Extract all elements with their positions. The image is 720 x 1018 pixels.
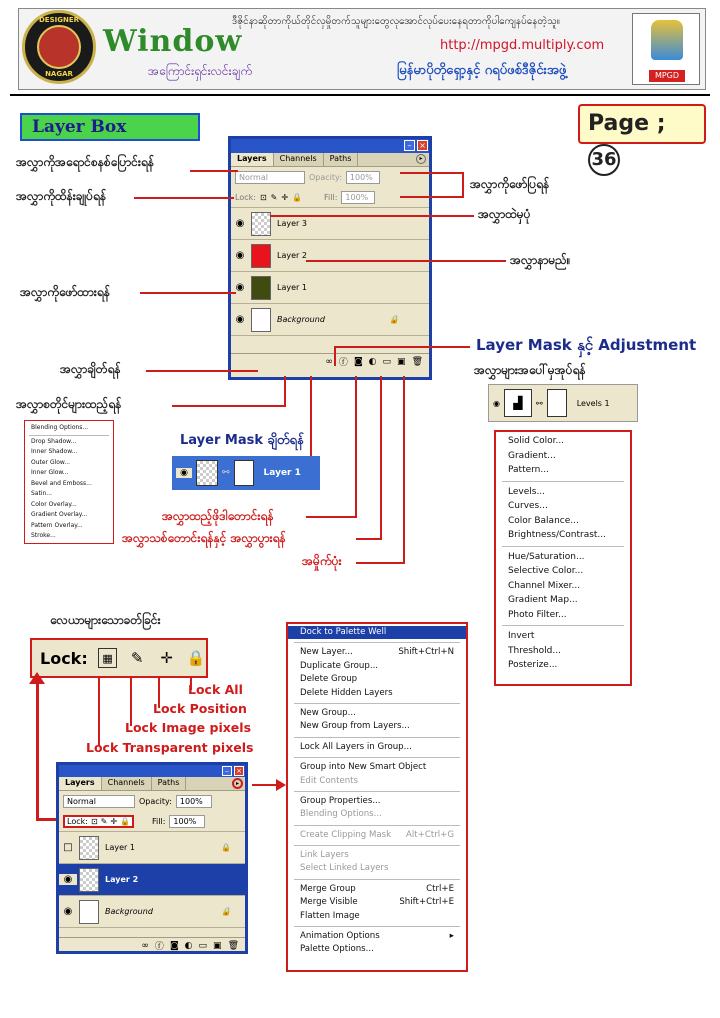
blend-row — [231, 167, 429, 187]
menu-item-label: Duplicate Group... — [300, 660, 379, 671]
chain-icon: ⚯ — [222, 468, 230, 478]
padlock-icon[interactable]: 🔒 — [186, 649, 206, 667]
lock-icon: 🔒 — [221, 843, 231, 852]
callout-layer-name: အလွှာနာမည်။ — [510, 253, 571, 267]
layer-name: Levels 1 — [576, 398, 610, 408]
mask-title: Layer Mask ချိတ်ရန် — [180, 433, 304, 448]
layer-name: Layer 2 — [277, 251, 307, 260]
adjustment-menu-item[interactable]: Brightness/Contrast... — [508, 530, 607, 540]
levels-layer-row[interactable] — [488, 384, 638, 422]
lock-transparent-icon[interactable]: ⊡ — [259, 192, 267, 202]
move-icon[interactable]: ✛ — [160, 649, 173, 667]
mpgd-logo — [632, 13, 700, 85]
tab-paths[interactable]: Paths — [152, 777, 187, 790]
blend-mode-select[interactable]: Normal — [63, 795, 135, 808]
lock-section-title: လေယာများသောခတ်ခြင်း — [50, 613, 161, 627]
brush-icon[interactable]: ✎ — [100, 816, 108, 826]
tab-paths[interactable]: Paths — [324, 153, 359, 166]
menu-item-label: New Group... — [300, 707, 356, 718]
visibility-eye-icon[interactable]: ◉ — [176, 468, 192, 478]
style-menu-item[interactable]: Gradient Overlay... — [31, 511, 88, 518]
mask-thumbnail — [234, 460, 254, 486]
arrow-up-icon — [29, 672, 45, 684]
adjustment-menu-item[interactable]: Color Balance... — [508, 515, 579, 526]
visibility-eye-icon[interactable]: ◉ — [235, 250, 245, 261]
layer-row[interactable] — [59, 895, 245, 927]
adjustment-menu-item[interactable]: Gradient Map... — [508, 595, 578, 605]
menu-item-label: Group into New Smart Object — [300, 762, 427, 773]
palette-menu-icon[interactable]: ▸ — [416, 154, 426, 164]
palette-menu-item[interactable] — [288, 795, 466, 808]
link-icon[interactable]: ∞ — [325, 356, 333, 367]
menu-separator — [502, 546, 624, 547]
menu-item-label: Flatten Image — [300, 910, 360, 921]
menu-separator — [294, 642, 460, 643]
opacity-field[interactable]: 100% — [176, 795, 212, 808]
menu-item-label: Blending Options... — [300, 809, 382, 820]
menu-item-label: New Group from Layers... — [300, 721, 410, 732]
layer-row-selected[interactable] — [59, 863, 245, 895]
lock-row — [59, 811, 245, 831]
lock-icon: 🔒 — [389, 315, 399, 324]
lock-label: Lock: — [67, 816, 88, 826]
palette-menu-item[interactable] — [288, 943, 466, 956]
menu-item-label: Delete Hidden Layers — [300, 687, 393, 698]
style-menu-item[interactable]: Stroke... — [31, 532, 56, 539]
opacity-label: Opacity: — [309, 172, 342, 182]
menu-item-label: Group Properties... — [300, 795, 381, 806]
layer-thumbnail — [251, 276, 271, 300]
menu-item-label: Animation Options — [300, 931, 380, 942]
style-menu-item[interactable]: Inner Glow... — [31, 469, 69, 476]
palette-menu-item[interactable] — [288, 720, 466, 733]
tab-layers[interactable]: Layers — [231, 153, 274, 166]
levels-histogram-icon: ▟ — [504, 389, 532, 417]
adjustment-menu-item[interactable]: Channel Mixer... — [508, 580, 581, 591]
palette-options-menu — [286, 622, 468, 972]
adjustment-subtitle: အလွှာများအပေါ်မှအုပ်ရန် — [474, 363, 586, 377]
palette-menu-item[interactable] — [288, 896, 466, 909]
lock-all-icon[interactable]: 🔒 — [292, 192, 303, 202]
page-number: 36 — [588, 144, 620, 176]
style-menu-item[interactable]: Inner Shadow... — [31, 448, 78, 455]
close-icon[interactable]: × — [417, 140, 428, 151]
designer-logo — [22, 10, 96, 84]
blend-row — [59, 791, 245, 811]
page-subtitle: အကြောင်းရှင်းလင်းချက် — [148, 64, 253, 78]
opacity-field[interactable]: 100% — [346, 171, 380, 184]
blend-mode-select[interactable]: Normal — [235, 171, 305, 184]
trash-icon[interactable]: 🗑 — [227, 940, 239, 951]
layer-row[interactable] — [231, 303, 429, 335]
menu-item-shortcut: Shift+Ctrl+N — [398, 647, 454, 658]
menu-item-label: Link Layers — [300, 850, 349, 861]
palette-menu-item[interactable] — [288, 883, 466, 896]
menu-item-label: Delete Group — [300, 674, 358, 685]
layer-thumbnail — [251, 308, 271, 332]
menu-separator — [294, 845, 460, 846]
adjustment-icon[interactable]: ◐ — [184, 940, 193, 951]
callout-thumbnail: အလွှာထဲမှပုံ — [478, 207, 531, 221]
layer-name: Layer 3 — [277, 219, 307, 228]
palette-menu-item[interactable] — [288, 707, 466, 720]
link-icon[interactable]: ∞ — [141, 940, 149, 951]
menu-item-label: Merge Visible — [300, 897, 358, 908]
minimize-icon[interactable]: – — [222, 766, 232, 776]
palette-menu-item[interactable] — [288, 741, 466, 754]
palette-menu-item[interactable] — [288, 673, 466, 686]
opacity-label: Opacity: — [139, 796, 172, 806]
page-label: Page ; — [588, 111, 666, 136]
visibility-eye-icon[interactable]: ◉ — [59, 874, 77, 885]
menu-separator — [294, 737, 460, 738]
close-icon[interactable]: × — [234, 766, 244, 776]
adjustment-menu-item[interactable]: Selective Color... — [508, 566, 584, 576]
page-number-box — [578, 104, 706, 170]
lock-image-label: Lock Image pixels — [125, 720, 252, 735]
menu-item-shortcut: Ctrl+E — [426, 883, 454, 894]
folder-icon[interactable]: ▭ — [198, 940, 208, 951]
visibility-eye-icon[interactable]: ◉ — [63, 906, 73, 917]
menu-separator — [502, 625, 624, 626]
move-icon[interactable]: ✛ — [110, 816, 118, 826]
adjustment-menu-item[interactable]: Solid Color... — [508, 436, 565, 446]
fill-field[interactable]: 100% — [341, 191, 375, 204]
palette-menu-item[interactable] — [288, 646, 466, 659]
adjustment-menu-item[interactable]: Hue/Saturation... — [508, 551, 585, 562]
style-menu-item[interactable]: Outer Glow... — [31, 458, 71, 466]
menu-separator — [294, 926, 460, 927]
mask-thumbnail — [547, 389, 567, 417]
layer-name: Background — [277, 315, 325, 324]
style-menu-item[interactable]: Satin... — [31, 490, 53, 497]
layer-row[interactable] — [231, 207, 429, 239]
adjustment-menu-item[interactable]: Gradient... — [508, 450, 556, 461]
layer-thumbnail — [79, 868, 99, 892]
layer-thumbnail — [251, 244, 271, 268]
menu-separator — [294, 825, 460, 826]
lock-transparent-icon[interactable]: ▦ — [98, 648, 118, 668]
fill-label: Fill: — [324, 192, 338, 202]
minimize-icon[interactable]: – — [404, 140, 415, 151]
visibility-eye-icon[interactable]: ◉ — [235, 218, 245, 229]
layer-thumbnail — [79, 900, 99, 924]
lock-transparent-icon[interactable]: ⊡ — [90, 816, 98, 826]
menu-item-label: Select Linked Layers — [300, 863, 389, 874]
menu-separator — [294, 791, 460, 792]
panel-titlebar — [59, 765, 245, 777]
callout-blend: အလွှာကိုအရောင်စနစ်ပြောင်းရန် — [16, 155, 155, 169]
callout-style: အလွှာစတိုင်များထည့်ရန် — [16, 397, 122, 411]
tab-channels[interactable]: Channels — [102, 777, 152, 790]
mask-icon[interactable]: ◙ — [169, 940, 179, 951]
adjustment-menu-item[interactable]: Levels... — [508, 486, 546, 497]
menu-separator — [29, 435, 109, 436]
trash-icon[interactable]: 🗑 — [411, 356, 423, 367]
menu-separator — [294, 703, 460, 704]
menu-separator — [294, 879, 460, 880]
layer-row[interactable] — [231, 271, 429, 303]
visibility-box[interactable]: □ — [63, 842, 73, 853]
layer-thumbnail — [251, 212, 271, 236]
palette-menu-item[interactable] — [288, 761, 466, 774]
lock-all-label: Lock All — [188, 682, 243, 697]
palette-menu-item — [288, 808, 466, 821]
lock-highlight — [63, 815, 134, 828]
adjustment-menu-item[interactable]: Curves... — [508, 501, 548, 511]
menu-item-label: New Layer... — [300, 647, 353, 658]
lock-label: Lock: — [40, 648, 88, 668]
chain-icon: ⚯ — [535, 398, 543, 408]
style-menu-item[interactable]: Color Overlay... — [31, 500, 77, 508]
brush-icon[interactable]: ✎ — [130, 649, 144, 667]
lock-position-label: Lock Position — [153, 701, 247, 716]
layer-name: Layer 1 — [277, 283, 307, 292]
palette-menu-item — [288, 862, 466, 875]
panel-tabs — [59, 777, 245, 791]
adjustment-menu-item[interactable]: Invert — [508, 631, 535, 641]
lock-position-icon[interactable]: ✛ — [281, 192, 289, 202]
folder-icon[interactable]: ▭ — [382, 356, 392, 367]
style-menu-item[interactable]: Pattern Overlay... — [31, 521, 83, 529]
header-url[interactable]: http://mpgd.multiply.com — [440, 38, 605, 53]
palette-menu-item[interactable] — [288, 687, 466, 700]
tab-layers[interactable]: Layers — [59, 777, 102, 790]
layer-row[interactable] — [231, 239, 429, 271]
header-group-name: မြန်မာပိုတိုရှော့နှင့် ဂရပ်ဖစ်ဒီဇိုင်းအဖွဲ့ — [397, 63, 567, 78]
panel-titlebar — [231, 139, 429, 153]
callout-group: အလွှာထည့်ဖိုဒါတောင်းရန် — [162, 509, 274, 523]
mascot-icon — [651, 20, 683, 60]
new-layer-icon[interactable]: ▣ — [397, 356, 406, 367]
callout-opacity: အလွှာကိုဖော်ပြရန် — [470, 177, 550, 191]
panel-bottom-bar — [59, 937, 245, 953]
layer-thumbnail — [79, 836, 99, 860]
adjustment-menu-item[interactable]: Photo Filter... — [508, 609, 567, 620]
panel-bottom-bar — [231, 353, 429, 369]
small-layers-panel — [56, 762, 248, 954]
adjustment-icon[interactable]: ◐ — [368, 356, 377, 367]
callout-eye: အလွှာကိုဖော်ထားရန် — [20, 285, 110, 299]
visibility-eye-icon[interactable]: ◉ — [235, 314, 245, 325]
adjustment-menu-item[interactable]: Threshold... — [508, 645, 561, 656]
lock-demo-box — [30, 638, 208, 678]
menu-item-label: Create Clipping Mask — [300, 829, 392, 840]
lock-icon: 🔒 — [221, 907, 231, 916]
divider — [10, 94, 710, 96]
lock-label: Lock: — [235, 192, 256, 202]
menu-item-label: Lock All Layers in Group... — [300, 741, 412, 752]
menu-item-label: Palette Options... — [300, 944, 374, 955]
fx-icon[interactable]: ⓕ — [338, 358, 348, 368]
style-menu-item[interactable]: Drop Shadow... — [31, 437, 77, 445]
menu-item-shortcut: Alt+Ctrl+G — [406, 829, 454, 840]
menu-separator — [294, 757, 460, 758]
layer-row[interactable] — [59, 831, 245, 863]
callout-lock: အလွှာကိုထိန်းချုပ်ရန် — [16, 189, 107, 203]
palette-menu-item — [288, 849, 466, 862]
new-layer-icon[interactable]: ▣ — [213, 940, 222, 951]
arrow-right-icon — [276, 779, 286, 791]
logo-emblem — [37, 25, 81, 69]
adjustment-menu-item[interactable]: Pattern... — [508, 465, 549, 475]
padlock-icon[interactable]: 🔒 — [120, 816, 131, 826]
fx-icon[interactable]: ⓕ — [154, 942, 164, 952]
logo-bottom-text: NAGAR — [45, 70, 73, 78]
menu-item-shortcut: ▸ — [449, 931, 454, 942]
mask-adjust-title: Layer Mask နှင့် Adjustment — [476, 336, 697, 354]
callout-new-layer: အလွှာသစ်တောင်းရန်နှင့် အလွှာပွားရန် — [122, 531, 286, 545]
mask-icon[interactable]: ◙ — [353, 356, 363, 367]
style-menu-item[interactable]: Bevel and Emboss... — [31, 479, 92, 487]
layer-name: Background — [105, 907, 153, 916]
mask-layer-row[interactable] — [172, 456, 320, 490]
header-tagline: ဒီဇိုင်နာဆိုတာကိုယ်တိုင်လှမှိုတက်သူများတွေလုအောင်လုပ်ပေးနေရတာကိုပါကျေနပ်နေတဲ့သူ။ — [232, 16, 560, 27]
style-menu — [24, 420, 114, 544]
style-menu-item[interactable]: Blending Options... — [31, 424, 89, 431]
palette-menu-icon[interactable]: ▸ — [232, 778, 243, 789]
palette-menu-item[interactable] — [288, 910, 466, 923]
visibility-eye-icon[interactable]: ◉ — [235, 282, 245, 293]
section-title: Layer Box — [20, 113, 200, 141]
tab-channels[interactable]: Channels — [274, 153, 324, 166]
adjustment-menu — [494, 430, 632, 686]
layer-name: Layer 1 — [263, 468, 301, 478]
fill-field[interactable]: 100% — [169, 815, 205, 828]
menu-separator — [502, 481, 624, 482]
menu-item-label: Edit Contents — [300, 775, 359, 786]
fill-label: Fill: — [152, 816, 166, 826]
palette-menu-item[interactable] — [288, 626, 466, 639]
layer-name: Layer 2 — [105, 875, 139, 884]
callout-trash: အမှိုက်ပုံး — [302, 554, 342, 568]
palette-menu-item — [288, 775, 466, 788]
layer-thumbnail — [196, 460, 218, 486]
menu-item-shortcut: Shift+Ctrl+E — [399, 897, 454, 908]
page-title: Window — [103, 24, 243, 59]
palette-menu-item[interactable] — [288, 660, 466, 673]
visibility-eye-icon[interactable]: ◉ — [493, 398, 500, 408]
mpgd-badge: MPGD — [649, 70, 685, 82]
panel-tabs — [231, 153, 429, 167]
palette-menu-item[interactable] — [288, 930, 466, 943]
palette-menu-item — [288, 829, 466, 842]
logo-top-text: DESIGNER — [38, 16, 79, 24]
adjustment-menu-item[interactable]: Posterize... — [508, 660, 558, 670]
menu-item-label: Dock to Palette Well — [300, 627, 387, 637]
layer-name: Layer 1 — [105, 843, 135, 852]
callout-link: အလွှာချိတ်ရန် — [60, 362, 121, 376]
lock-transparent-label: Lock Transparent pixels — [86, 740, 254, 755]
lock-image-icon[interactable]: ✎ — [270, 192, 278, 202]
menu-item-label: Merge Group — [300, 883, 356, 894]
